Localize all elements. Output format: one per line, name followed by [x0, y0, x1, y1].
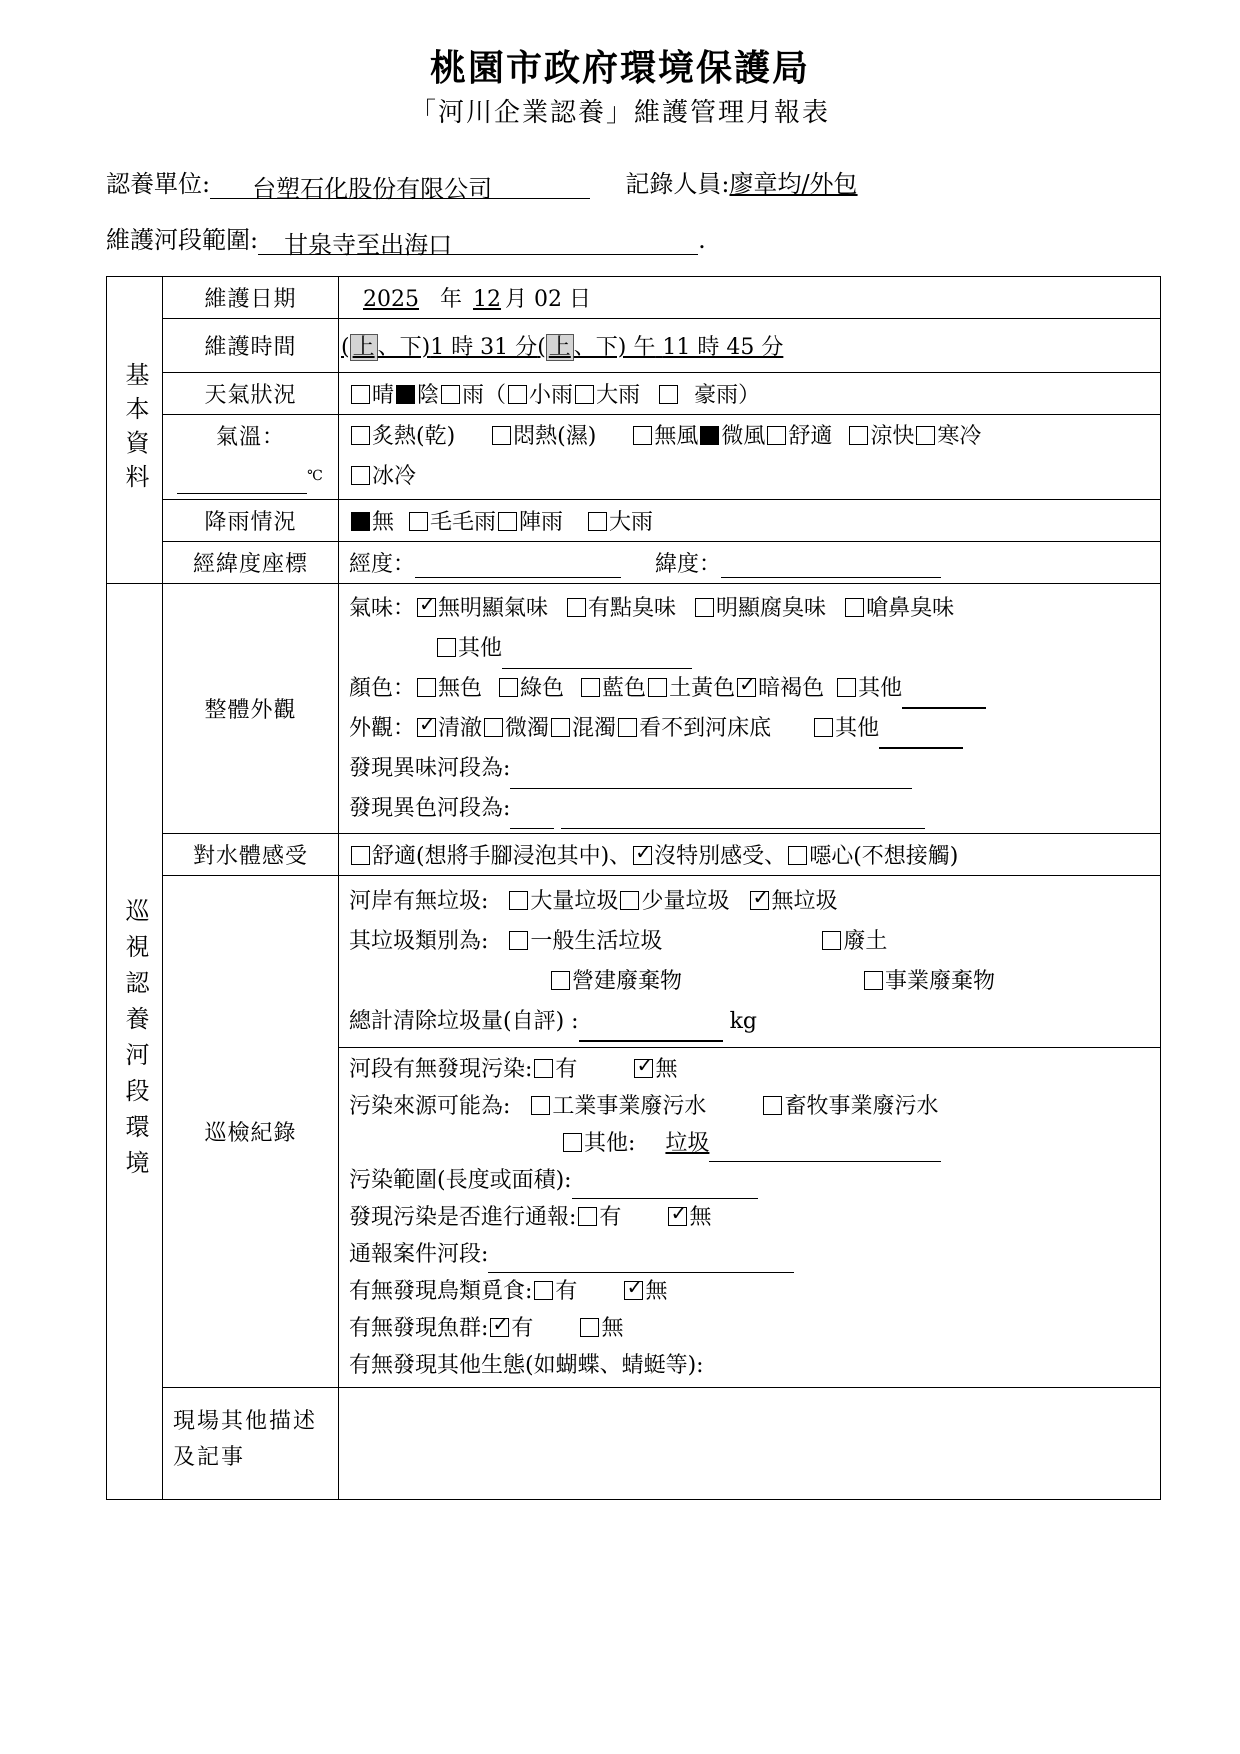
temp-comfort-checkbox[interactable]: [767, 426, 786, 445]
trash-industrial-checkbox[interactable]: [864, 971, 883, 990]
weather-heavy-rain-checkbox[interactable]: [575, 385, 594, 404]
date-cell: [339, 277, 1161, 319]
trash-small-label: 少量垃圾: [641, 888, 730, 914]
report-no-checkbox[interactable]: [668, 1207, 687, 1226]
fish-yes-label: 有: [511, 1316, 534, 1341]
date-day[interactable]: 02: [534, 287, 563, 312]
date-month[interactable]: 12: [473, 287, 502, 312]
time-label: 維護時間: [163, 319, 339, 373]
temp-freezing-label: 冰冷: [372, 464, 417, 489]
look-no-bed-checkbox[interactable]: [618, 718, 637, 737]
time-open-2: (: [537, 335, 546, 360]
trash-total-input[interactable]: [579, 1018, 723, 1042]
temp-hot-checkbox[interactable]: [351, 426, 370, 445]
color-section-input-a[interactable]: [510, 806, 554, 829]
feeling-comfort-label: 舒適(想將手腳浸泡其中)、: [372, 844, 632, 869]
recorder-label: 記錄人員:: [625, 170, 730, 198]
color-other-checkbox[interactable]: [837, 678, 856, 697]
source-other-value[interactable]: 垃圾: [665, 1131, 710, 1156]
time-open: (: [341, 335, 350, 360]
pollution-cell: [339, 1048, 1161, 1388]
rain-heavy-checkbox[interactable]: [588, 512, 607, 531]
bird-yes-label: 有: [555, 1279, 578, 1304]
range-value[interactable]: 甘泉寺至出海口: [258, 225, 698, 255]
report-no-label: 無: [689, 1205, 712, 1230]
color-blue-checkbox[interactable]: [581, 678, 600, 697]
feeling-none-checkbox[interactable]: [633, 846, 652, 865]
color-yellow-label: 土黃色: [669, 675, 736, 701]
weather-label: 天氣狀況: [163, 373, 339, 415]
recorder-value[interactable]: 廖章均/外包: [729, 170, 858, 198]
rain-shower-checkbox[interactable]: [498, 512, 517, 531]
temp-unit: ℃: [307, 468, 324, 484]
temp-nowind-checkbox[interactable]: [633, 426, 652, 445]
source-industrial-checkbox[interactable]: [531, 1096, 550, 1115]
report-form: [106, 276, 1161, 1500]
report-yes-checkbox[interactable]: [578, 1207, 597, 1226]
time-cell: [339, 319, 1161, 373]
smell-slight-checkbox[interactable]: [567, 598, 586, 617]
look-other-input[interactable]: [879, 725, 963, 749]
weather-storm-checkbox[interactable]: [659, 385, 678, 404]
look-slightly-turbid-label: 微濁: [505, 715, 550, 741]
rain-none-checkbox[interactable]: [351, 512, 370, 531]
pollution-no-label: 無: [655, 1057, 678, 1082]
lon-label: 經度：: [349, 552, 416, 577]
fish-yes-checkbox[interactable]: [490, 1318, 509, 1337]
trash-construction-checkbox[interactable]: [551, 971, 570, 990]
report-case-label: 通報案件河段:: [349, 1242, 489, 1267]
look-clear-checkbox[interactable]: [417, 718, 436, 737]
page-title: 桃園市政府環境保護局: [429, 47, 810, 89]
weather-rain-checkbox[interactable]: [441, 385, 460, 404]
temp-nowind-label: 無風: [654, 424, 699, 449]
pollution-no-checkbox[interactable]: [634, 1059, 653, 1078]
weather-rain-label: 雨（: [462, 383, 507, 408]
smell-none-checkbox[interactable]: [417, 598, 436, 617]
look-turbid-checkbox[interactable]: [551, 718, 570, 737]
rain-heavy-label: 大雨: [609, 510, 654, 535]
pollution-label: 河段有無發現污染:: [349, 1057, 533, 1082]
color-none-checkbox[interactable]: [417, 678, 436, 697]
color-green-label: 綠色: [520, 675, 565, 701]
time-end[interactable]: 11 時 45 分: [662, 335, 784, 360]
color-none-label: 無色: [438, 675, 483, 701]
weather-cell: [339, 373, 1161, 415]
trash-total-label: 總計清除垃圾量(自評) :: [349, 1008, 579, 1034]
adopter-label: 認養單位:: [106, 170, 211, 198]
look-no-bed-label: 看不到河床底: [639, 715, 772, 741]
time-start[interactable]: 1 時 31 分: [430, 335, 538, 360]
fish-label: 有無發現魚群:: [349, 1316, 489, 1341]
smell-label: 氣味：: [349, 595, 416, 621]
source-industrial-label: 工業事業廢污水: [552, 1094, 707, 1119]
color-section-input-b[interactable]: [561, 806, 925, 829]
trash-household-label: 一般生活垃圾: [530, 928, 663, 954]
temp-humid-label: 悶熱(濕): [513, 424, 597, 449]
temp-freezing-checkbox[interactable]: [351, 466, 370, 485]
trash-large-checkbox[interactable]: [509, 891, 528, 910]
temp-cold-label: 寒冷: [937, 424, 982, 449]
appearance-label: 整體外觀: [163, 584, 339, 834]
trash-large-label: 大量垃圾: [530, 888, 619, 914]
temp-comfort-label: 舒適: [788, 424, 833, 449]
pollution-range-input[interactable]: [572, 1176, 758, 1199]
appearance-cell: [339, 584, 1161, 834]
smell-rotten-checkbox[interactable]: [695, 598, 714, 617]
weather-sunny-checkbox[interactable]: [351, 385, 370, 404]
trash-label: 河岸有無垃圾:: [349, 888, 489, 914]
pollution-yes-checkbox[interactable]: [534, 1059, 553, 1078]
feeling-cell: [339, 834, 1161, 876]
smell-other-input[interactable]: [502, 646, 692, 669]
temp-breeze-label: 微風: [721, 424, 766, 449]
trash-household-checkbox[interactable]: [509, 931, 528, 950]
temp-cold-checkbox[interactable]: [916, 426, 935, 445]
feeling-none-label: 沒特別感受、: [654, 844, 787, 869]
feeling-label: 對水體感受: [163, 834, 339, 876]
look-slightly-turbid-checkbox[interactable]: [484, 718, 503, 737]
weather-cloudy-checkbox[interactable]: [396, 385, 415, 404]
range-label: 維護河段範圍:: [106, 226, 259, 254]
section-basic: [107, 277, 163, 584]
temp-cool-checkbox[interactable]: [849, 426, 868, 445]
temp-hot-label: 炙熱(乾): [372, 424, 456, 449]
color-brown-label: 暗褐色: [758, 675, 825, 701]
color-other-input[interactable]: [902, 685, 986, 709]
color-brown-checkbox[interactable]: [737, 678, 756, 697]
source-other-input[interactable]: [709, 1139, 941, 1162]
range-end: .: [698, 226, 706, 254]
look-clear-label: 清澈: [438, 715, 483, 741]
temp-humid-checkbox[interactable]: [492, 426, 511, 445]
color-yellow-checkbox[interactable]: [648, 678, 667, 697]
feeling-disgust-checkbox[interactable]: [788, 846, 807, 865]
bird-no-checkbox[interactable]: [624, 1281, 643, 1300]
fish-no-checkbox[interactable]: [580, 1318, 599, 1337]
date-month-unit: 月: [505, 287, 528, 312]
temp-cell: [339, 415, 1161, 500]
date-day-unit: 日: [569, 287, 592, 312]
weather-light-rain-checkbox[interactable]: [508, 385, 527, 404]
color-section-label: 發現異色河段為:: [349, 795, 511, 821]
trash-none-label: 無垃圾: [771, 888, 838, 914]
look-other-checkbox[interactable]: [814, 718, 833, 737]
smell-rotten-label: 明顯腐臭味: [716, 595, 827, 621]
am-selected-1[interactable]: 上: [350, 334, 378, 361]
look-label: 外觀：: [349, 715, 416, 741]
smell-none-label: 無明顯氣味: [438, 595, 549, 621]
time-sep-1: 、下): [377, 335, 431, 360]
trash-construction-label: 營建廢棄物: [572, 968, 683, 994]
weather-light-rain-label: 小雨: [529, 383, 574, 408]
section-basic-label: 基本資料: [121, 362, 149, 498]
report-case-input[interactable]: [488, 1250, 794, 1273]
adopter-value[interactable]: 台塑石化股份有限公司: [210, 169, 590, 199]
coord-cell: [339, 542, 1161, 584]
temp-cool-label: 涼快: [870, 424, 915, 449]
date-year[interactable]: 2025: [363, 287, 419, 312]
date-year-unit: 年: [440, 287, 463, 312]
remarks-input[interactable]: [339, 1388, 1161, 1500]
weather-storm-label: 豪雨）: [694, 383, 761, 408]
remarks-label: 現場其他描述及記事: [163, 1388, 339, 1500]
trash-industrial-label: 事業廢棄物: [885, 968, 996, 994]
time-value: [341, 334, 783, 361]
source-livestock-label: 畜牧事業廢污水: [784, 1094, 939, 1119]
other-eco-label: 有無發現其他生態(如蝴蝶、蜻蜓等):: [349, 1353, 704, 1378]
adopter-row: [106, 164, 858, 203]
temp-label-cell: [163, 415, 339, 500]
smell-other-checkbox[interactable]: [437, 638, 456, 657]
source-other-label: 其他:: [584, 1131, 636, 1156]
range-row: [106, 220, 706, 259]
pollution-range-label: 污染範圍(長度或面積):: [349, 1168, 572, 1193]
source-other-checkbox[interactable]: [563, 1133, 582, 1152]
color-blue-label: 藍色: [602, 675, 647, 701]
color-label: 顏色：: [349, 675, 416, 701]
look-turbid-label: 混濁: [572, 715, 617, 741]
lon-input[interactable]: [415, 557, 621, 578]
trash-none-checkbox[interactable]: [750, 891, 769, 910]
section-patrol: [107, 584, 163, 1500]
trash-soil-label: 廢土: [843, 928, 888, 954]
source-label: 污染來源可能為:: [349, 1094, 511, 1119]
time-sep-2: 、下) 午: [573, 335, 656, 360]
bird-no-label: 無: [645, 1279, 668, 1304]
lat-input[interactable]: [721, 557, 941, 578]
temp-breeze-checkbox[interactable]: [700, 426, 719, 445]
weather-cloudy-label: 陰: [417, 383, 440, 408]
lat-label: 緯度：: [655, 552, 722, 577]
fish-no-label: 無: [601, 1316, 624, 1341]
bird-yes-checkbox[interactable]: [534, 1281, 553, 1300]
am-selected-2[interactable]: 上: [546, 334, 574, 361]
feeling-disgust-label: 噁心(不想接觸): [809, 844, 959, 869]
temp-label: 氣溫：: [215, 425, 285, 450]
date-label: 維護日期: [163, 277, 339, 319]
trash-total-unit: kg: [729, 1008, 757, 1034]
report-label: 發現污染是否進行通報:: [349, 1205, 577, 1230]
page-subtitle: 「河川企業認養」維護管理月報表: [409, 98, 830, 128]
color-other-label: 其他: [858, 675, 903, 701]
smell-pungent-checkbox[interactable]: [845, 598, 864, 617]
rain-none-label: 無: [372, 510, 395, 535]
temp-input[interactable]: [177, 471, 307, 494]
rain-cell: [339, 500, 1161, 542]
trash-soil-checkbox[interactable]: [822, 931, 841, 950]
trash-small-checkbox[interactable]: [620, 891, 639, 910]
rain-drizzle-label: 毛毛雨: [430, 510, 497, 535]
smell-slight-label: 有點臭味: [588, 595, 677, 621]
feeling-comfort-checkbox[interactable]: [351, 846, 370, 865]
section-patrol-label: 巡視認養河段環境: [121, 897, 149, 1186]
rain-drizzle-checkbox[interactable]: [409, 512, 428, 531]
pollution-yes-label: 有: [555, 1057, 578, 1082]
odor-section-input[interactable]: [510, 766, 912, 789]
patrol-label: 巡檢紀錄: [163, 876, 339, 1388]
trash-cell: [339, 876, 1161, 1048]
bird-label: 有無發現鳥類覓食:: [349, 1279, 533, 1304]
smell-pungent-label: 嗆鼻臭味: [866, 595, 955, 621]
odor-section-label: 發現異味河段為:: [349, 755, 511, 781]
report-yes-label: 有: [599, 1205, 622, 1230]
rain-label: 降雨情況: [163, 500, 339, 542]
trash-type-label: 其垃圾類別為:: [349, 928, 489, 954]
smell-other-label: 其他: [458, 635, 503, 661]
weather-heavy-rain-label: 大雨: [596, 383, 641, 408]
source-livestock-checkbox[interactable]: [763, 1096, 782, 1115]
rain-shower-label: 陣雨: [519, 510, 564, 535]
coord-label: 經緯度座標: [163, 542, 339, 584]
look-other-label: 其他: [835, 715, 880, 741]
weather-sunny-label: 晴: [372, 383, 395, 408]
color-green-checkbox[interactable]: [499, 678, 518, 697]
